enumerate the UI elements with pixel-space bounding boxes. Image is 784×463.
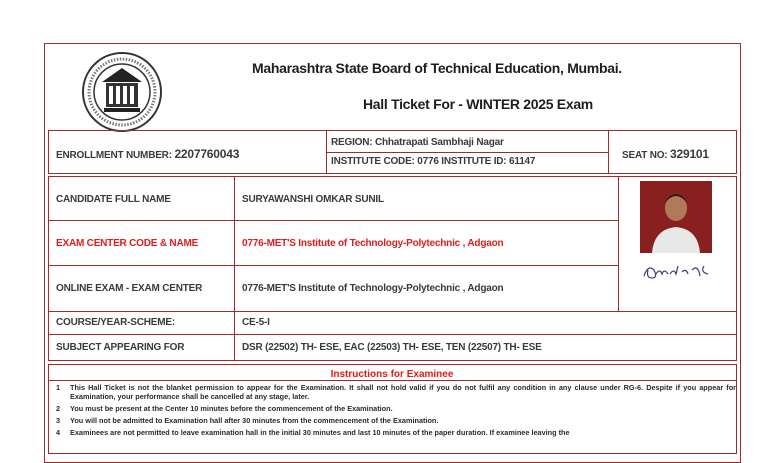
instruction-item: 1 This Hall Ticket is not the blanket permission to appear for the Examination. It shall not hold valid if you do not fulfil any condition in any clause under RG-6. Despite if you appear for Examination, your performance shall be cancelled at any stage, later. bbox=[56, 383, 736, 401]
exam-center-value: 0776-MET'S Institute of Technology-Polytechnic , Adgaon bbox=[242, 238, 504, 249]
seat-field bbox=[622, 147, 709, 161]
enrollment-value: 2207760043 bbox=[174, 147, 240, 161]
region-text: REGION: Chhatrapati Sambhaji Nagar bbox=[331, 137, 504, 148]
board-name: Maharashtra State Board of Technical Education, Mumbai. bbox=[252, 60, 622, 76]
candidate-name-value: SURYAWANSHI OMKAR SUNIL bbox=[242, 194, 384, 205]
online-center-value: 0776-MET'S Institute of Technology-Polytechnic , Adgaon bbox=[242, 283, 504, 294]
candidate-name-label: CANDIDATE FULL NAME bbox=[56, 194, 171, 205]
instruction-item: 2 You must be present at the Center 10 minutes before the commencement of the Examination. bbox=[56, 404, 393, 413]
institute-text: INSTITUTE CODE: 0776 INSTITUTE ID: 61147 bbox=[331, 156, 536, 167]
subjects-value: DSR (22502) TH- ESE, EAC (22503) TH- ESE, TEN (22507) TH- ESE bbox=[242, 342, 542, 353]
course-label: COURSE/YEAR-SCHEME: bbox=[56, 317, 175, 328]
instructions-title: Instructions for Examinee bbox=[330, 369, 454, 380]
instruction-item: 3 You will not be admitted to Examination hall after 30 minutes from the commencement of the Examination. bbox=[56, 416, 439, 425]
enrollment-label: ENROLLMENT NUMBER: bbox=[56, 150, 172, 161]
candidate-photo bbox=[640, 181, 712, 253]
enrollment-field bbox=[56, 147, 239, 161]
hall-ticket-title: Hall Ticket For - WINTER 2025 Exam bbox=[363, 96, 593, 112]
seat-value: 329101 bbox=[670, 147, 709, 161]
msbte-logo bbox=[80, 50, 164, 134]
signature bbox=[638, 256, 716, 286]
subjects-label: SUBJECT APPEARING FOR bbox=[56, 342, 185, 353]
course-value: CE-5-I bbox=[242, 317, 270, 328]
online-center-label: ONLINE EXAM - EXAM CENTER bbox=[56, 283, 203, 294]
exam-center-label: EXAM CENTER CODE & NAME bbox=[56, 238, 199, 249]
seat-label: SEAT NO: bbox=[622, 150, 668, 161]
instruction-item: 4 Examinees are not permitted to leave examination hall in the initial 30 minutes and last 10 minutes of the paper duration. If examinee leaving the bbox=[56, 428, 570, 437]
